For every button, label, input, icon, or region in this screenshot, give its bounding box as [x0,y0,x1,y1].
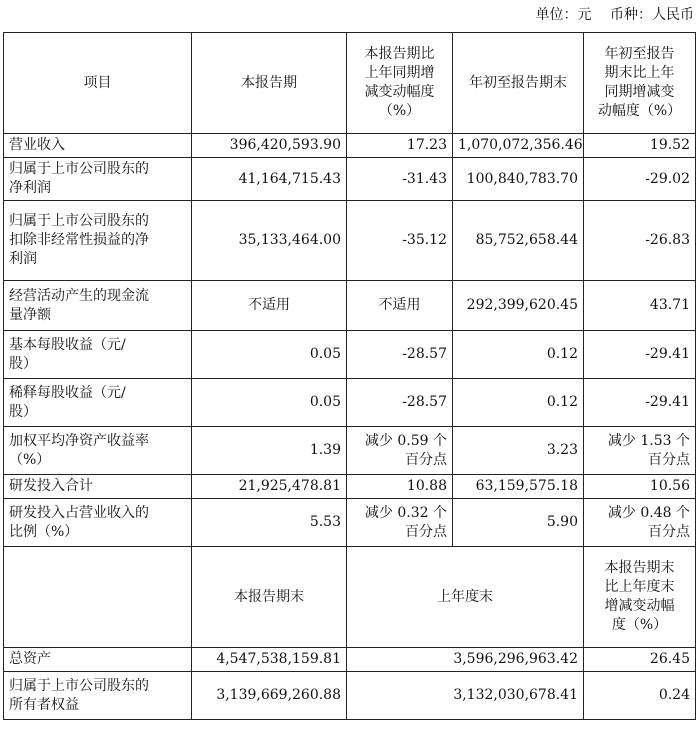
unit-label: 单位：元 [535,7,592,23]
table-row [4,331,696,379]
row-ytd: 85,752,658.44 [453,201,584,281]
row-period-end: 3,139,669,260.88 [192,672,347,720]
row-item: 归属于上市公司股东的 所有者权益 [4,672,192,720]
row-ytd-change: 10.56 [584,475,696,499]
header2-period-end: 本报告期末 [192,547,347,648]
table-row [4,201,696,281]
row-current: 不适用 [192,281,347,331]
header-row-balance [4,547,696,648]
row-current: 41,164,715.43 [192,158,347,201]
row-current: 21,925,478.81 [192,475,347,499]
row-ytd: 292,399,620.45 [453,281,584,331]
row-current-change: -28.57 [347,331,453,379]
row-current: 0.05 [192,379,347,427]
row-ytd: 5.90 [453,499,584,547]
table-row [4,672,696,720]
row-current-change: 10.88 [347,475,453,499]
header2-prior-year-end: 上年度末 [347,547,584,648]
row-item: 加权平均净资产收益率 （%） [4,427,192,475]
row-ytd: 0.12 [453,379,584,427]
table-row [4,134,696,158]
row-current-change: -28.57 [347,379,453,427]
table-row [4,499,696,547]
row-current: 1.39 [192,427,347,475]
row-ytd-change: -29.02 [584,158,696,201]
header2-blank [4,547,192,648]
table-row [4,427,696,475]
header-item: 项目 [4,33,192,134]
row-ytd-change: 43.71 [584,281,696,331]
row-item: 研发投入合计 [4,475,192,499]
row-item: 基本每股收益（元/ 股） [4,331,192,379]
row-current-change: 17.23 [347,134,453,158]
row-current-change: 减少 0.59 个 百分点 [347,427,453,475]
table-body [4,33,696,720]
financial-data-table [3,32,696,720]
row-current: 396,420,593.90 [192,134,347,158]
row-ytd: 1,070,072,356.46 [453,134,584,158]
table-row [4,648,696,672]
header-ytd-change: 年初至报告 期末比上年 同期增减变 动幅度（%） [584,33,696,134]
row-prior-year-end: 3,132,030,678.41 [347,672,584,720]
row-change: 0.24 [584,672,696,720]
row-item: 归属于上市公司股东的 净利润 [4,158,192,201]
row-current: 5.53 [192,499,347,547]
row-ytd: 3.23 [453,427,584,475]
row-item: 归属于上市公司股东的 扣除非经常性损益的净 利润 [4,201,192,281]
row-ytd: 100,840,783.70 [453,158,584,201]
row-prior-year-end: 3,596,296,963.42 [347,648,584,672]
table-row [4,379,696,427]
table-row [4,158,696,201]
row-ytd-change: -26.83 [584,201,696,281]
header-ytd: 年初至报告期末 [453,33,584,134]
row-ytd-change: 19.52 [584,134,696,158]
row-current: 0.05 [192,331,347,379]
header-current-change: 本报告期比 上年同期增 减变动幅度 （%） [347,33,453,134]
row-current: 35,133,464.00 [192,201,347,281]
row-current-change: -35.12 [347,201,453,281]
header-current: 本报告期 [192,33,347,134]
row-ytd: 0.12 [453,331,584,379]
row-item: 经营活动产生的现金流 量净额 [4,281,192,331]
row-ytd-change: 减少 1.53 个 百分点 [584,427,696,475]
currency-label: 币种：人民币 [610,7,694,23]
table-row [4,475,696,499]
row-item: 营业收入 [4,134,192,158]
unit-line [522,6,694,24]
header-row [4,33,696,134]
row-ytd: 63,159,575.18 [453,475,584,499]
row-ytd-change: -29.41 [584,331,696,379]
row-ytd-change: -29.41 [584,379,696,427]
row-current-change: 减少 0.32 个 百分点 [347,499,453,547]
row-ytd-change: 减少 0.48 个 百分点 [584,499,696,547]
row-current-change: -31.43 [347,158,453,201]
table-row [4,281,696,331]
header2-change: 本报告期末 比上年度末 增减变动幅 度（%） [584,547,696,648]
row-change: 26.45 [584,648,696,672]
row-period-end: 4,547,538,159.81 [192,648,347,672]
row-item: 研发投入占营业收入的 比例（%） [4,499,192,547]
row-item: 稀释每股收益（元/ 股） [4,379,192,427]
row-item: 总资产 [4,648,192,672]
row-current-change: 不适用 [347,281,453,331]
